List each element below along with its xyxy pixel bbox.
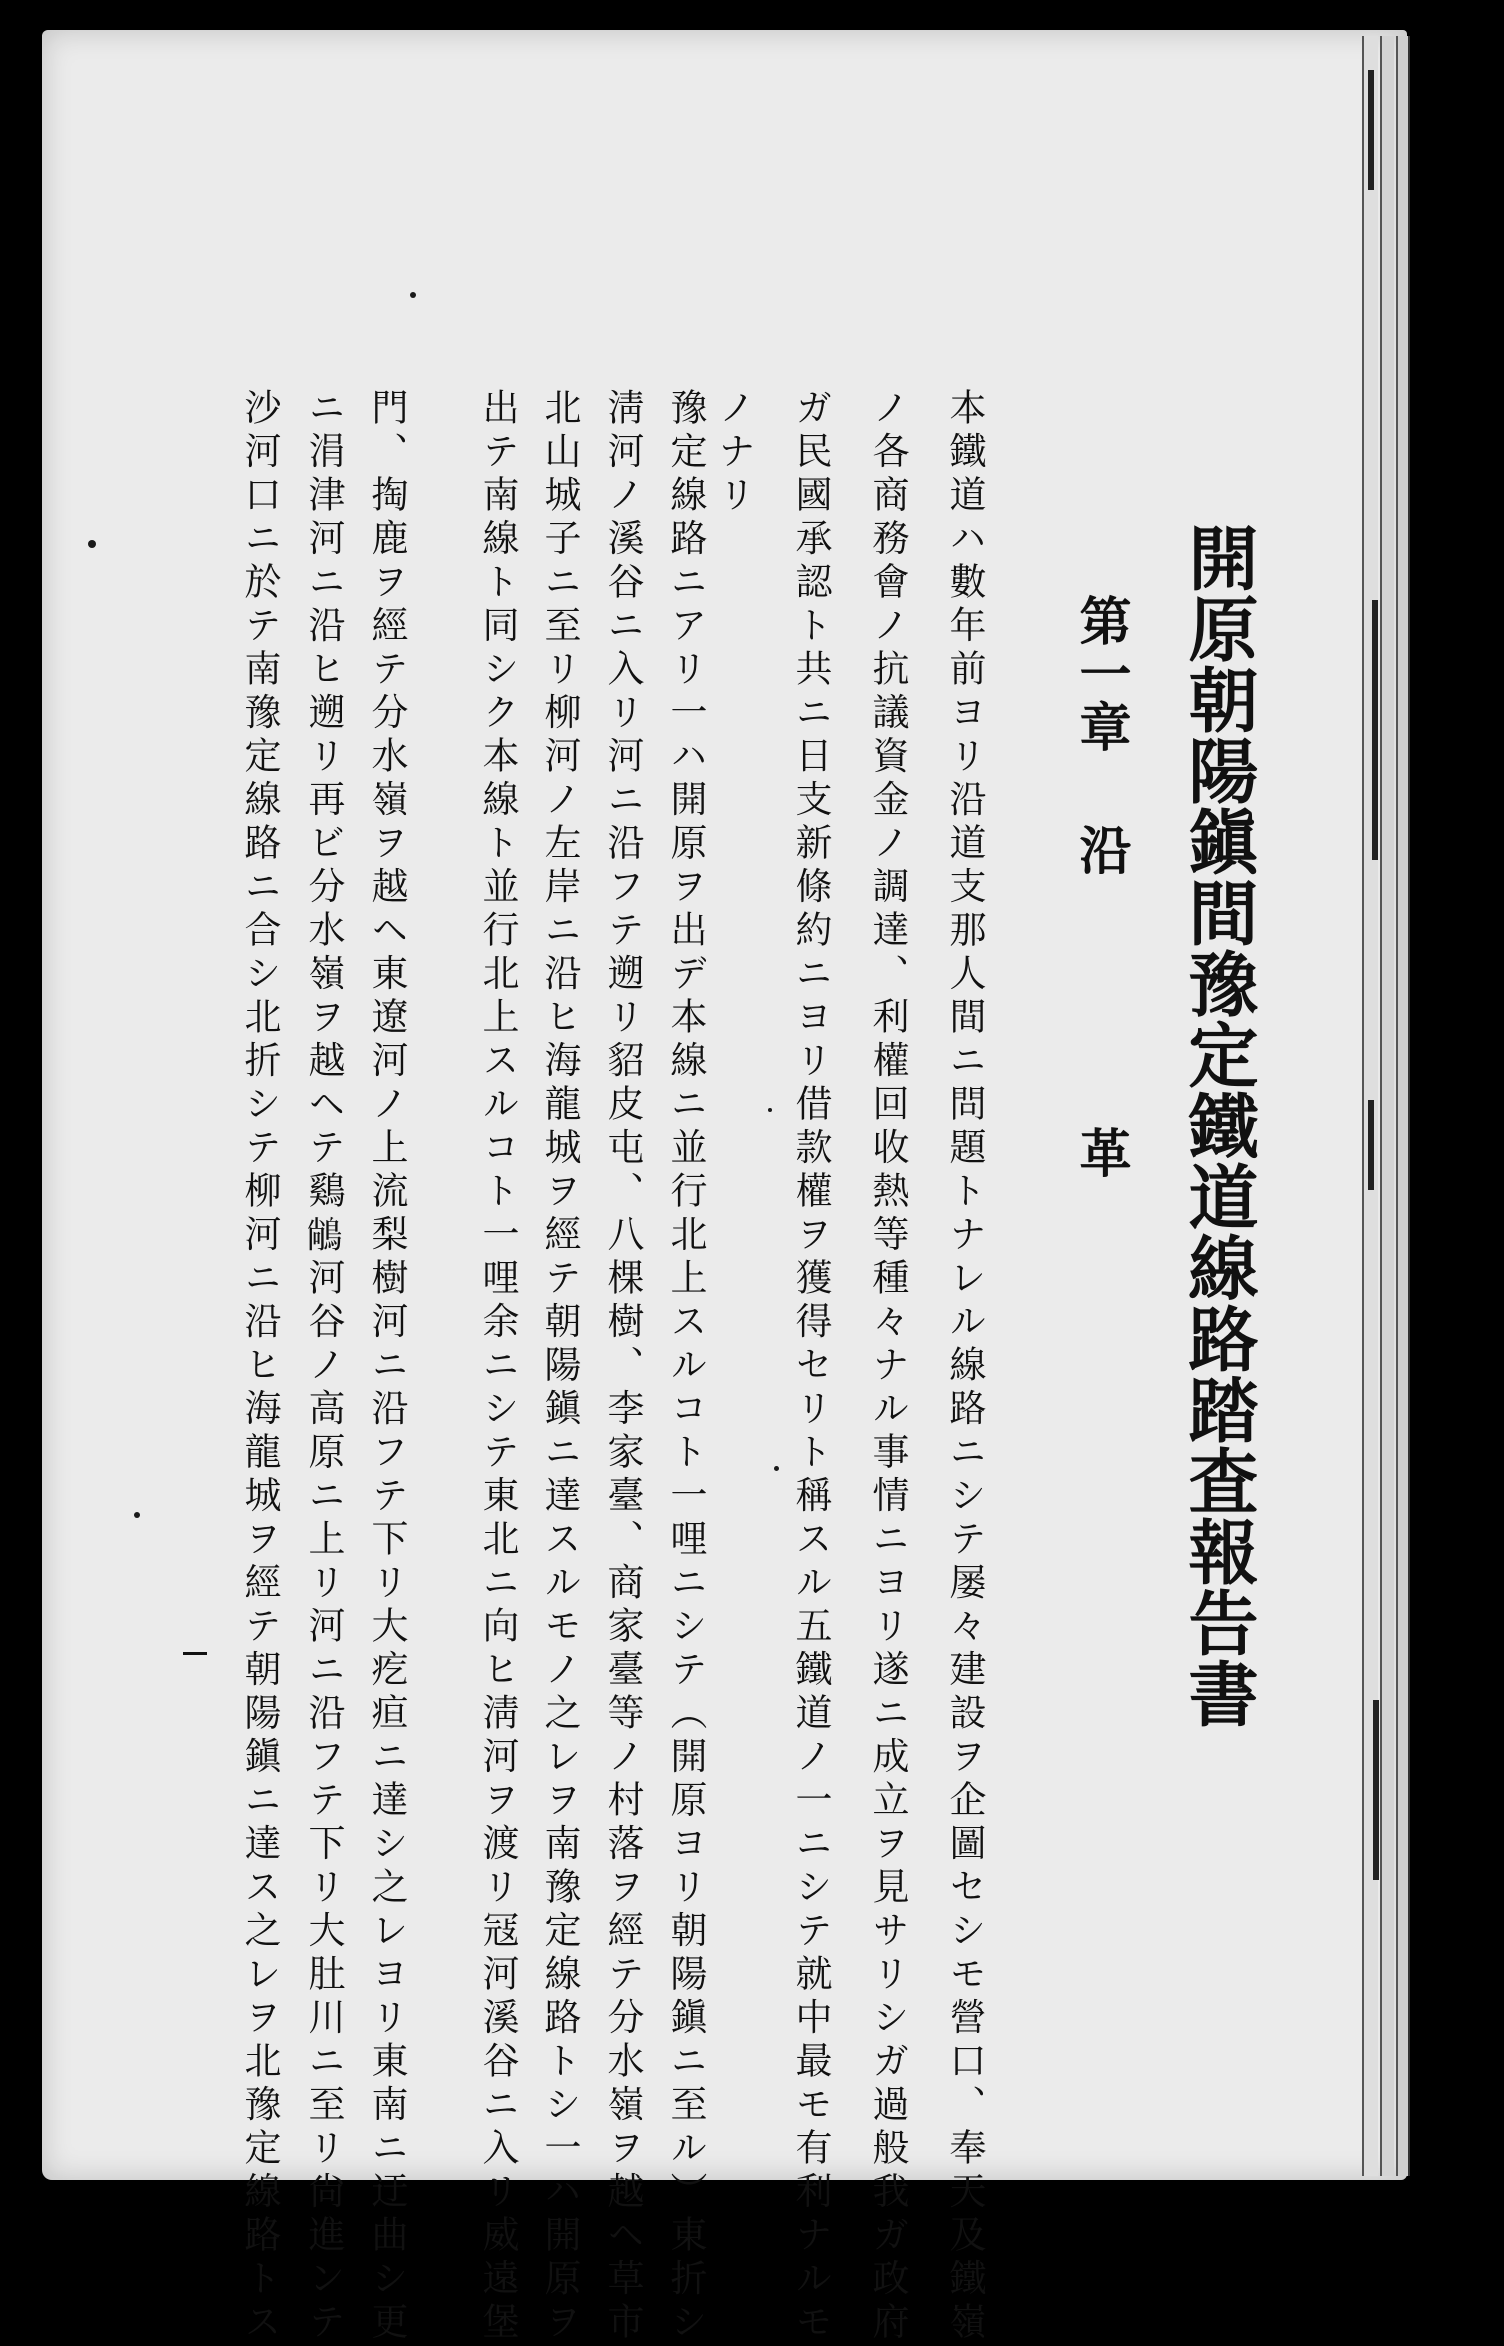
page-edge bbox=[1396, 36, 1410, 2176]
body-line: 本鐵道ハ數年前ヨリ沿道支那人間ニ問題トナレル線路ニシテ屡々建設ヲ企圖セシモ營口、奉天及鐵嶺 bbox=[943, 388, 986, 2346]
scan-artifact bbox=[1373, 1700, 1379, 1880]
body-line: ガ民國承認ト共ニ日支新條約ニヨリ借款權ヲ獲得セリト稱スル五鐵道ノ一ニシテ就中最モ有利ナルモ bbox=[789, 388, 832, 2346]
scan-speck bbox=[774, 1466, 779, 1471]
body-line: 淸河ノ溪谷ニ入リ河ニ沿フテ遡リ貂皮屯、八棵樹、李家臺、商家臺等ノ村落ヲ經テ分水嶺ヲ越ヘ草市 bbox=[601, 388, 644, 2346]
body-line: ニ涓津河ニ沿ヒ遡リ再ビ分水嶺ヲ越ヘテ鷄𪁺河谷ノ高原ニ上リ河ニ沿フテ下リ大肚川ニ至リ尙進ンテ bbox=[302, 388, 345, 2346]
scan-speck bbox=[768, 1108, 772, 1112]
page-number-mark bbox=[183, 1652, 207, 1655]
scan-speck bbox=[88, 540, 96, 548]
scan-artifact bbox=[1368, 70, 1374, 190]
chapter-name-part2: 革 bbox=[1070, 1126, 1131, 1179]
body-line: 北山城子ニ至リ柳河ノ左岸ニ沿ヒ海龍城ヲ經テ朝陽鎭ニ達スルモノ之レヲ南豫定線路トシ一ハ開原ヲ bbox=[538, 388, 581, 2346]
body-line: 豫定線路ニアリ一ハ開原ヲ出デ本線ニ並行北上スルコト一哩ニシテ（開原ヨリ朝陽鎭ニ至ル）東折シ bbox=[664, 388, 707, 2346]
scan-artifact bbox=[1368, 1100, 1374, 1190]
chapter-name-part1: 沿 bbox=[1070, 823, 1131, 876]
body-line: ノナリ bbox=[712, 388, 755, 519]
scan-speck bbox=[134, 1512, 140, 1518]
body-line: 沙河口ニ於テ南豫定線路ニ合シ北折シテ柳河ニ沿ヒ海龍城ヲ經テ朝陽鎭ニ達ス之レヲ北豫定線路トス bbox=[238, 388, 281, 2346]
page-edge bbox=[1380, 36, 1394, 2176]
document-title: 開原朝陽鎭間豫定鐵道線路踏査報告書 bbox=[1177, 522, 1260, 1729]
scan-artifact bbox=[1372, 600, 1378, 860]
scan-speck bbox=[410, 292, 416, 298]
chapter-heading bbox=[1063, 594, 1138, 1179]
body-line: 出テ南線ト同シク本線ト並行北上スルコト一哩余ニシテ東北ニ向ヒ淸河ヲ渡リ冦河溪谷ニ入リ威遠堡 bbox=[476, 388, 519, 2346]
body-line: ノ各商務會ノ抗議資金ノ調達、利權回收熱等種々ナル事情ニヨリ遂ニ成立ヲ見サリシガ過般我ガ政府 bbox=[866, 388, 909, 2346]
body-line: 門、掏鹿ヲ經テ分水嶺ヲ越ヘ東遼河ノ上流梨樹河ニ沿フテ下リ大疙疸ニ達シ之レヨリ東南ニ迂曲シ更 bbox=[365, 388, 408, 2346]
chapter-number: 第一章 bbox=[1070, 594, 1131, 753]
